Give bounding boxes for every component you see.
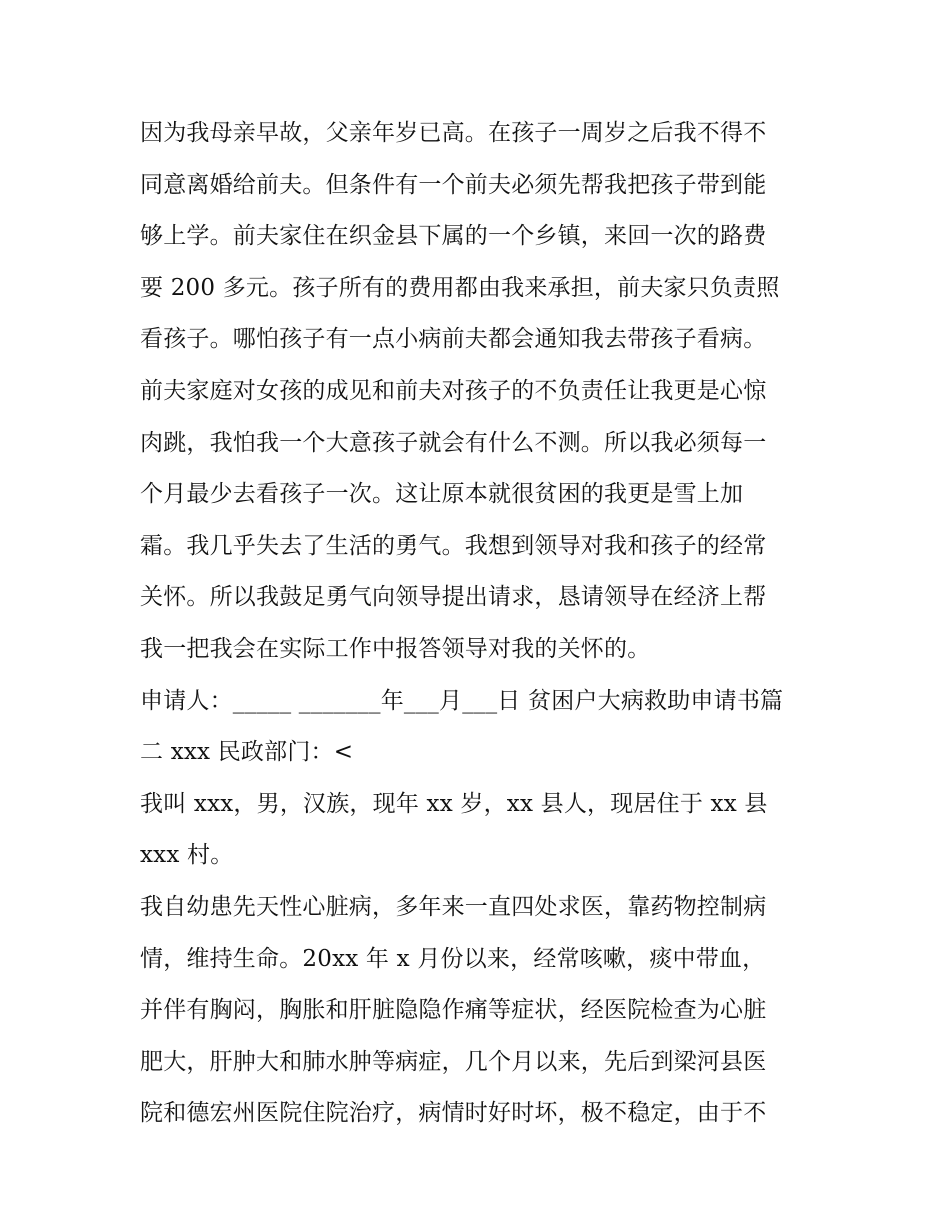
text-line: 肥大，肝肿大和肺水肿等病症，几个月以来，先后到梁河县医 [140,1048,767,1075]
text-line: 我自幼患先天性心脏病，多年来一直四处求医，靠药物控制病 [140,893,767,920]
salutation-line: 二 xxx 民政部门：< [140,739,354,766]
text-line: 我一把我会在实际工作中报答领导对我的关怀的。 [140,635,651,662]
text-line: 关怀。所以我鼓足勇气向领导提出请求，恳请领导在经济上帮 [140,584,767,611]
text-line: 够上学。前夫家住在织金县下属的一个乡镇，来回一次的路费 [140,223,767,250]
text-line: 我叫 xxx，男，汉族，现年 xx 岁，xx 县人，现居住于 xx 县 [140,790,768,817]
text-line: 肉跳，我怕我一个大意孩子就会有什么不测。所以我必须每一 [140,429,767,456]
text-line: 要 200 多元。孩子所有的费用都由我来承担，前夫家只负责照 [140,274,780,301]
text-line: 院和德宏州医院住院治疗，病情时好时坏，极不稳定，由于不 [140,1100,767,1127]
signature-line: 申请人：_____ _______年___月___日 贫困户大病救助申请书篇 [140,687,784,714]
text-line: 因为我母亲早故，父亲年岁已高。在孩子一周岁之后我不得不 [140,120,767,146]
text-line: 个月最少去看孩子一次。这让原本就很贫困的我更是雪上加 [140,481,744,508]
text-line: 并伴有胸闷，胸胀和肝脏隐隐作痛等症状，经医院检查为心脏 [140,997,767,1024]
text-line: 前夫家庭对女孩的成见和前夫对孩子的不负责任让我更是心惊 [140,377,767,404]
text-line: 看孩子。哪怕孩子有一点小病前夫都会通知我去带孩子看病。 [140,326,767,353]
text-line: 霜。我几乎失去了生活的勇气。我想到领导对我和孩子的经常 [140,532,767,559]
text-line: 情，维持生命。20xx 年 x 月份以来，经常咳嗽，痰中带血， [140,945,766,972]
document-body [140,108,820,1140]
text-line: xxx 村。 [140,842,234,869]
text-line: 同意离婚给前夫。但条件有一个前夫必须先帮我把孩子带到能 [140,171,767,198]
